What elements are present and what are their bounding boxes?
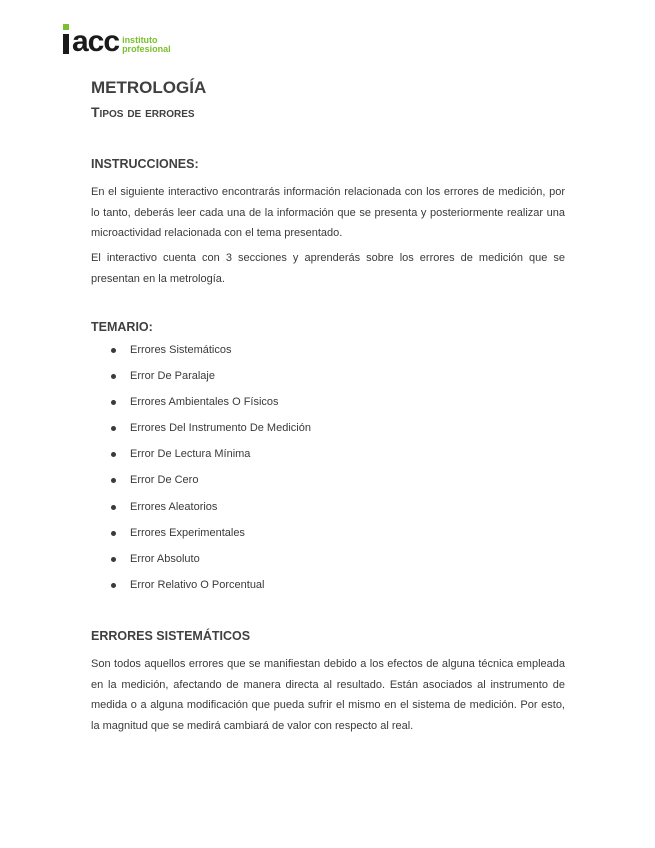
bullet-icon: [111, 478, 116, 483]
bullet-icon: [111, 348, 116, 353]
syllabus-item: [111, 470, 311, 496]
bullet-icon: [111, 400, 116, 405]
instructions-paragraph-2: El interactivo cuenta con 3 secciones y aprenderás sobre los errores de medición que se presentan en la metrología.: [91, 252, 565, 285]
systematic-errors-paragraph: Son todos aquellos errores que se manifiestan debido a los efectos de alguna técnica empleada en la medición, afectando de manera directa al resultado. Están asociados al instrumento de medida o a alguna modificación que pueda sufrir el mismo en el sistema de medición. Por esto, la magnitud que se medirá cambiará de valor con respecto al real.: [91, 658, 565, 732]
logo-tagline: [122, 26, 171, 54]
syllabus-list: [111, 340, 311, 601]
bullet-icon: [111, 452, 116, 457]
syllabus-item-label: Errores Del Instrumento De Medición: [130, 422, 311, 435]
bullet-icon: [111, 583, 116, 588]
syllabus-item-label: Errores Aleatorios: [130, 500, 218, 513]
syllabus-item: [111, 497, 311, 523]
syllabus-item-label: Errores Sistemáticos: [130, 344, 232, 356]
instructions-heading: INSTRUCCIONES:: [91, 157, 199, 171]
bullet-icon: [111, 531, 116, 536]
syllabus-item-label: Error De Cero: [130, 474, 199, 487]
syllabus-item: [111, 444, 311, 470]
syllabus-item-label: Error Absoluto: [130, 552, 200, 565]
syllabus-item-label: Error De Paralaje: [130, 370, 215, 383]
syllabus-heading: TEMARIO:: [91, 320, 153, 334]
syllabus-item: [111, 523, 311, 549]
instructions-paragraph-1: En el siguiente interactivo encontrarás información relacionada con los errores de medición, por lo tanto, deberás leer cada una de la información que se presenta y posteriormente realizar una microactividad relacionada con el tema presentado.: [91, 186, 565, 239]
syllabus-item: [111, 340, 311, 366]
syllabus-item-label: Errores Experimentales: [130, 526, 245, 539]
logo-mark: [63, 24, 120, 58]
bullet-icon: [111, 557, 116, 562]
page-title: METROLOGÍA: [91, 78, 207, 97]
bullet-icon: [111, 505, 116, 510]
syllabus-item: [111, 366, 311, 392]
logo-green-dot: [63, 24, 69, 30]
iacc-logo: [63, 22, 171, 58]
syllabus-item: [111, 418, 311, 444]
bullet-icon: [111, 374, 116, 379]
logo-tagline-line1: instituto: [122, 35, 158, 45]
syllabus-item-label: Error Relativo O Porcentual: [130, 578, 265, 591]
syllabus-item: [111, 549, 311, 575]
syllabus-item-label: Error De Lectura Mínima: [130, 448, 251, 461]
logo-i-glyph: [63, 24, 69, 54]
page-subtitle: Tipos de errores: [91, 104, 195, 120]
systematic-errors-heading: ERRORES SISTEMÁTICOS: [91, 629, 251, 643]
syllabus-item: [111, 575, 311, 601]
syllabus-item: [111, 392, 311, 418]
logo-tagline-line2: profesional: [122, 44, 171, 54]
syllabus-item-label: Errores Ambientales O Físicos: [130, 396, 279, 409]
logo-i-stem: [63, 34, 69, 54]
logo-letters: acc: [72, 25, 120, 58]
bullet-icon: [111, 426, 116, 431]
